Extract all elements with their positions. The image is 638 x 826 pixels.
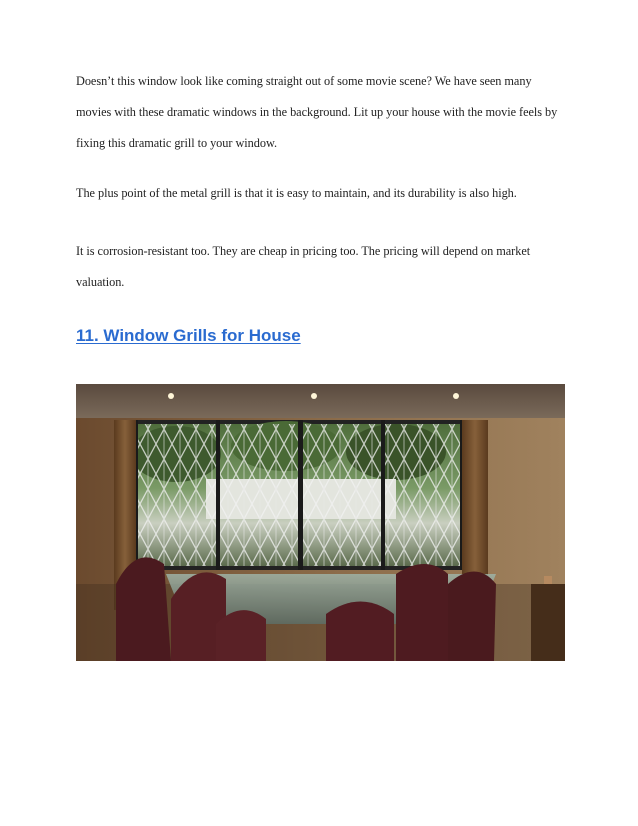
section-heading-window-grills[interactable]: 11. Window Grills for House bbox=[76, 326, 301, 345]
paragraph-maintenance: The plus point of the metal grill is that it is easy to maintain, and its durability is also high. bbox=[76, 186, 517, 200]
paragraph-movie-window: Doesn’t this window look like coming straight out of some movie scene? We have seen many movies with these dramatic windows in the background. Lit up your house with the movie feels by fixing this dramatic grill to your window. bbox=[76, 74, 558, 150]
window-grill-photo bbox=[76, 384, 565, 661]
paragraph-pricing: It is corrosion-resistant too. They are cheap in pricing too. The pricing will depend on market valuation. bbox=[76, 244, 531, 289]
